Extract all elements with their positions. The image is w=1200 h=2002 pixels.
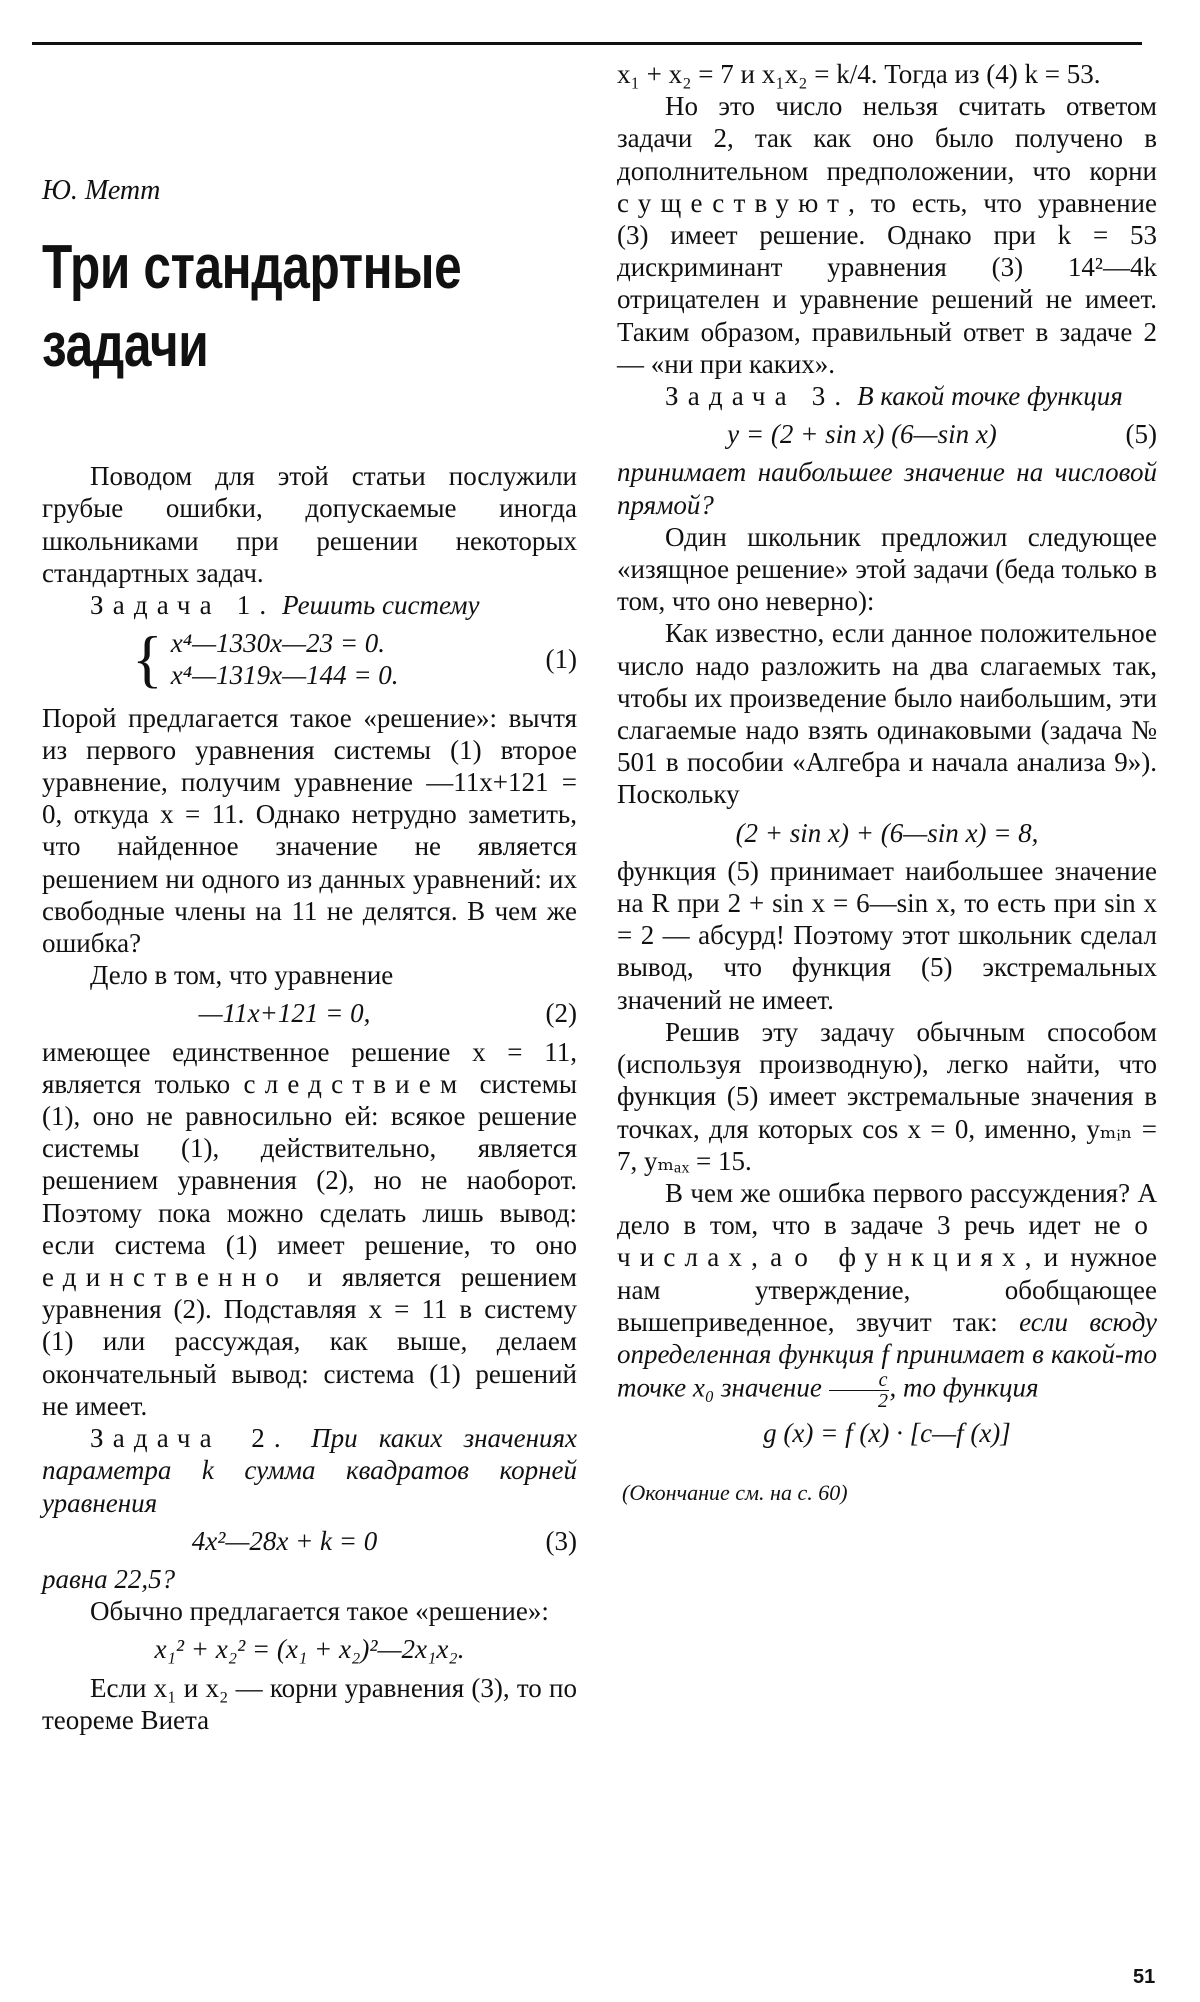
paragraph-3-b: системы (1), оно не равносильно ей: всякое решение системы (1), действительно, является решением уравнения (2), но не наоборот. Поэтому пока можно сделать лишь вывод: если система (1) имеет решение, то оно (42, 1068, 577, 1260)
paragraph-2: Дело в том, что уравнение (90, 960, 394, 991)
equation-sum (42, 1633, 577, 1665)
task3-label: Задача 3. (665, 381, 851, 412)
right-paragraph-5: функция (5) принимает наибольшее значение на R при 2 + sin x = 6—sin x, то есть при sin x = 2 — абсурд! Поэтому этот школьник сделал вывод, что функция (5) экстремальных значений не имеет. (617, 855, 1157, 1015)
task3-end: принимает наибольшее значение на числовой прямой? (617, 457, 1157, 520)
paragraph-3-a: имеющее единственное решение x = 11, является только (42, 1036, 577, 1099)
right-paragraph-2-b: , то есть, что уравнение (3) имеет решение. Однако при k = 53 дискриминант уравнения (3) 14²—4k отрицателен и уравнение решений не имеет. Таким образом, правильный ответ в задаче 2 — «ни при каких». (617, 187, 1157, 379)
equation-3-number: (3) (545, 1525, 577, 1556)
right-paragraph-7 (617, 1177, 1157, 1411)
right-paragraph-7-a: В чем же ошибка первого рассуждения? А дело в том, что в задаче 3 речь идет не (617, 1177, 1157, 1241)
right-paragraph-3: Один школьник предложил следующее «изящное решение» этой задачи (беда только в том, что оно неверно): (617, 521, 1157, 617)
page-number: 51 (1133, 1966, 1156, 1988)
equation-g-formula: g (x) = f (x) · [c—f (x)] (763, 1418, 1011, 1449)
equation-sum-formula: x₁² + x₂² = (x₁ + x₂)²—2x₁x₂. (154, 1634, 465, 1665)
equation-3 (42, 1525, 577, 1557)
task2-label: Задача 2. (90, 1423, 290, 1454)
equation-2-number: (2) (545, 998, 577, 1029)
paragraph-5: Если x₁ и x₂ — корни уравнения (3), то по теореме Виета (42, 1672, 577, 1735)
title-line-1: Три стандартные (42, 233, 462, 303)
system-lines (171, 627, 527, 691)
right-paragraph-2-spaced: существуют (617, 187, 849, 218)
paragraph-3-c: и является решением уравнения (2). Подставляя x = 11 в систему (1) или рассуждая, как выше, делаем окончательный вывод: система (1) решений не имеет. (42, 1262, 577, 1421)
task3-text: В какой точке функция (857, 381, 1123, 412)
fraction-c-over-2 (829, 1370, 890, 1411)
system-1 (42, 623, 577, 695)
author: Ю. Метт (42, 175, 161, 206)
left-column (42, 175, 577, 1736)
right-paragraph-7-spaced-1: о числах (617, 1210, 1157, 1273)
equation-2-formula: —11x+121 = 0, (198, 998, 371, 1029)
equation-g (617, 1417, 1157, 1449)
task3-heading (617, 380, 1157, 412)
right-paragraph-6: Решив эту задачу обычным способом (используя производную), легко найти, что функция (5) имеет экстремальные значения в точках, для которых cos x = 0, именно, yₘᵢₙ = 7, yₘₐₓ = 15. (617, 1016, 1157, 1176)
article-title (42, 229, 554, 385)
equation-5 (617, 418, 1157, 450)
paragraph-1: Порой предлагается такое «решение»: вычтя из первого уравнения системы (1) второе уравнение, получим уравнение —11x+121 = 0, откуда x = 11. Однако нетрудно заметить, что найденное значение не является решением ни одного из данных уравнений: их свободные члены на 11 не делятся. В чем же ошибка? (42, 702, 577, 959)
system-number: (1) (545, 644, 577, 675)
task2-text: При каких значениях параметра k сумма квадратов корней уравнения (42, 1423, 577, 1518)
equation-mid-formula: (2 + sin x) + (6—sin x) = 8, (735, 817, 1039, 848)
right-paragraph-7-spaced-2: о функциях (794, 1242, 1025, 1273)
continuation-note: (Окончание см. на с. 60) (622, 1480, 848, 1506)
task2-heading (42, 1422, 577, 1519)
right-paragraph-7-b: , а (751, 1242, 783, 1273)
fraction-denominator: 2 (878, 1390, 888, 1413)
task1-text: Решить систему (282, 590, 480, 621)
system-line-1: x⁴—1330x—23 = 0. (170, 628, 386, 659)
right-paragraph-1: x₁ + x₂ = 7 и x₁x₂ = k/4. Тогда из (4) k = 53. (617, 59, 1101, 89)
equation-5-formula: y = (2 + sin x) (6—sin x) (727, 419, 997, 450)
top-rule (32, 42, 1142, 45)
right-paragraph-2 (617, 90, 1157, 380)
equation-2 (42, 997, 577, 1029)
equation-5-number: (5) (1125, 419, 1157, 450)
fraction-numerator: c (829, 1370, 890, 1391)
task2-end: равна 22,5? (42, 1563, 176, 1594)
right-column (617, 58, 1157, 1510)
paragraph-4: Обычно предлагается такое «решение»: (90, 1596, 549, 1627)
system-brace: { (132, 623, 163, 695)
right-paragraph-7-italic-2: , то функция (889, 1372, 1039, 1403)
title-line-2: задачи (42, 311, 209, 381)
paragraph-3 (42, 1036, 577, 1422)
task1-label: Задача 1. (90, 590, 276, 621)
equation-3-formula: 4x²—28x + k = 0 (191, 1525, 378, 1556)
paragraph-3-spaced-2: единственно (42, 1262, 288, 1293)
task1-heading (42, 589, 577, 621)
equation-mid (617, 817, 1157, 849)
intro-paragraph: Поводом для этой статьи послужили грубые ошибки, допускаемые иногда школьниками при решении некоторых стандартных задач. (42, 461, 577, 588)
right-paragraph-7-italic: если всюду определенная функция f принимает в какой-то точке x₀ значение (617, 1306, 1158, 1403)
right-paragraph-7-c: , и нужное нам утверждение, обобщающее вышеприведенное, звучит так: (617, 1242, 1158, 1337)
right-paragraph-4: Как известно, если данное положительное число надо разложить на два слагаемых так, чтобы их произведение было наибольшим, эти слагаемые надо взять одинаковыми (задача № 501 в пособии «Алгебра и начала анализа 9»). Поскольку (617, 618, 1157, 810)
system-line-2: x⁴—1319x—144 = 0. (170, 660, 399, 691)
paragraph-3-spaced: следствием (243, 1068, 467, 1099)
right-paragraph-2-a: Но это число нельзя считать ответом задачи 2, так как оно было получено в дополнительном предположении, что корни (617, 91, 1157, 186)
